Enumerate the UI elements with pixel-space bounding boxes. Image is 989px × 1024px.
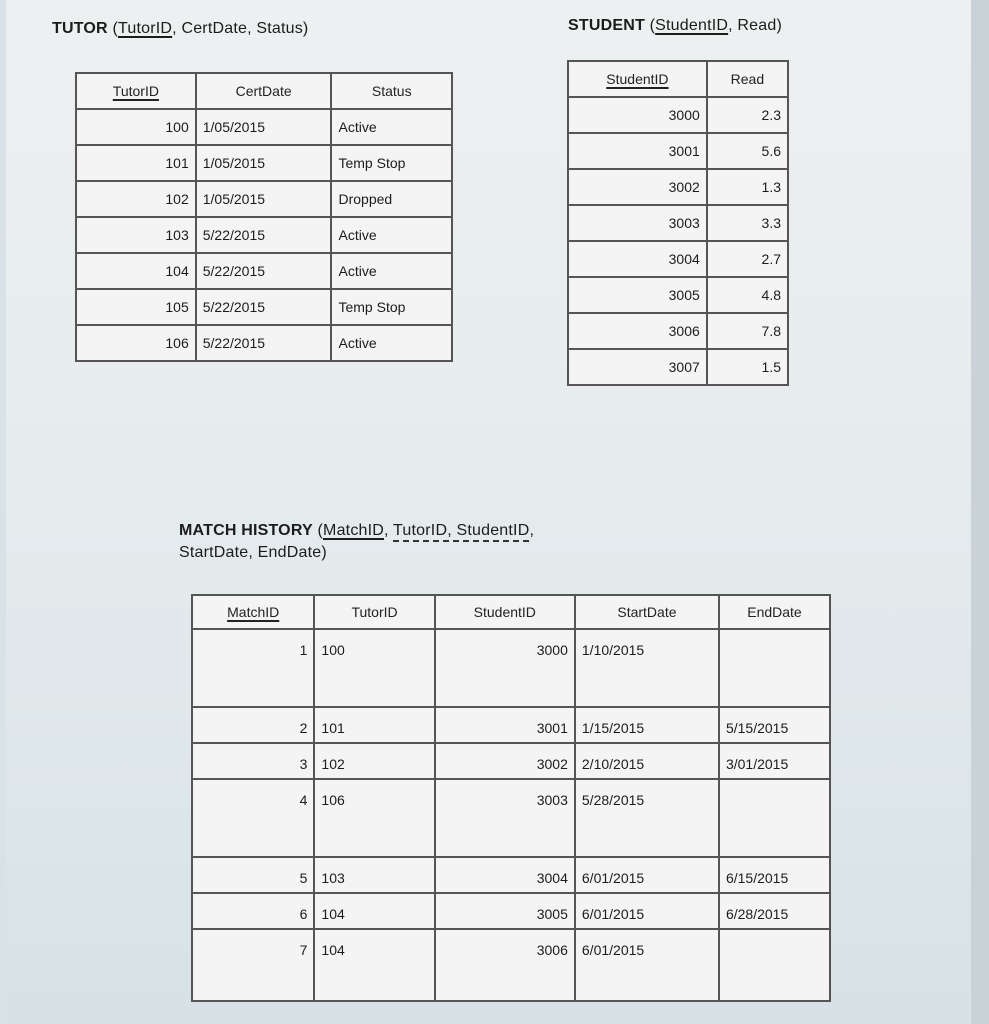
student-primary-key: StudentID [655, 17, 729, 34]
cell-enddate: 6/15/2015 [719, 857, 830, 893]
table-row [76, 253, 452, 289]
cell-startdate: 6/01/2015 [575, 857, 719, 893]
table-row [568, 241, 788, 277]
cell-studentid: 3003 [435, 779, 575, 857]
table-row [192, 929, 830, 1001]
cell-studentid: 3001 [568, 133, 707, 169]
cell-startdate: 1/15/2015 [575, 707, 719, 743]
cell-startdate: 1/10/2015 [575, 629, 719, 707]
cell-startdate: 5/28/2015 [575, 779, 719, 857]
table-row [76, 181, 452, 217]
cell-matchid: 7 [192, 929, 314, 1001]
table-row [192, 707, 830, 743]
cell-certdate: 5/22/2015 [196, 217, 332, 253]
cell-matchid: 2 [192, 707, 314, 743]
cell-read: 1.3 [707, 169, 788, 205]
match-history-primary-key: MatchID [323, 522, 385, 539]
cell-studentid: 3006 [568, 313, 707, 349]
cell-certdate: 5/22/2015 [196, 325, 332, 361]
cell-tutorid: 104 [314, 929, 434, 1001]
cell-certdate: 5/22/2015 [196, 253, 332, 289]
table-row [192, 857, 830, 893]
match-history-schema-line2: StartDate, EndDate) [179, 544, 327, 561]
table-row [192, 629, 830, 707]
cell-read: 7.8 [707, 313, 788, 349]
cell-status: Active [331, 253, 452, 289]
cell-tutorid: 104 [76, 253, 196, 289]
table-row [568, 277, 788, 313]
table-row [192, 743, 830, 779]
cell-matchid: 6 [192, 893, 314, 929]
cell-tutorid: 102 [314, 743, 434, 779]
match-history-foreign-keys: TutorID, StudentID [393, 522, 529, 542]
table-row [568, 349, 788, 385]
table-row [76, 325, 452, 361]
cell-status: Active [331, 217, 452, 253]
cell-certdate: 1/05/2015 [196, 109, 332, 145]
cell-studentid: 3005 [435, 893, 575, 929]
column-header-startdate: StartDate [575, 595, 719, 629]
table-row [568, 313, 788, 349]
tutor-primary-key: TutorID [118, 20, 173, 37]
column-header-studentid: StudentID [568, 61, 707, 97]
header-row [192, 595, 830, 629]
cell-matchid: 5 [192, 857, 314, 893]
cell-studentid: 3001 [435, 707, 575, 743]
column-header-certdate: CertDate [196, 73, 332, 109]
cell-matchid: 1 [192, 629, 314, 707]
table-row [192, 893, 830, 929]
cell-startdate: 2/10/2015 [575, 743, 719, 779]
cell-certdate: 5/22/2015 [196, 289, 332, 325]
cell-status: Dropped [331, 181, 452, 217]
cell-certdate: 1/05/2015 [196, 181, 332, 217]
cell-startdate: 6/01/2015 [575, 929, 719, 1001]
cell-status: Active [331, 109, 452, 145]
cell-studentid: 3006 [435, 929, 575, 1001]
cell-enddate: 3/01/2015 [719, 743, 830, 779]
cell-read: 1.5 [707, 349, 788, 385]
cell-status: Temp Stop [331, 289, 452, 325]
cell-tutorid: 100 [314, 629, 434, 707]
table-row [568, 97, 788, 133]
column-header-tutorid: TutorID [76, 73, 196, 109]
cell-enddate [719, 779, 830, 857]
match-history-heading: MATCH HISTORY (MatchID, TutorID, StudentID, StartDate, EndDate) [179, 522, 535, 561]
cell-studentid: 3005 [568, 277, 707, 313]
cell-studentid: 3002 [435, 743, 575, 779]
cell-tutorid: 103 [76, 217, 196, 253]
cell-studentid: 3000 [435, 629, 575, 707]
cell-matchid: 3 [192, 743, 314, 779]
cell-startdate: 6/01/2015 [575, 893, 719, 929]
table-row [568, 133, 788, 169]
cell-status: Active [331, 325, 452, 361]
table-row [76, 145, 452, 181]
header-row [76, 73, 452, 109]
screen-edge [971, 0, 989, 1024]
student-heading: STUDENT (StudentID, Read) [568, 17, 782, 34]
cell-tutorid: 102 [76, 181, 196, 217]
table-row [192, 779, 830, 857]
cell-studentid: 3002 [568, 169, 707, 205]
cell-read: 3.3 [707, 205, 788, 241]
column-header-read: Read [707, 61, 788, 97]
match-history-table [191, 594, 831, 1002]
table-row [76, 217, 452, 253]
cell-studentid: 3007 [568, 349, 707, 385]
student-label: STUDENT [568, 17, 645, 34]
table-row [76, 109, 452, 145]
cell-enddate [719, 629, 830, 707]
cell-tutorid: 100 [76, 109, 196, 145]
cell-status: Temp Stop [331, 145, 452, 181]
cell-enddate [719, 929, 830, 1001]
cell-enddate: 6/28/2015 [719, 893, 830, 929]
tutor-table [75, 72, 453, 362]
cell-studentid: 3003 [568, 205, 707, 241]
tutor-heading: TUTOR (TutorID, CertDate, Status) [52, 20, 309, 37]
cell-tutorid: 101 [314, 707, 434, 743]
cell-enddate: 5/15/2015 [719, 707, 830, 743]
table-row [568, 169, 788, 205]
table-row [76, 289, 452, 325]
cell-tutorid: 101 [76, 145, 196, 181]
cell-tutorid: 103 [314, 857, 434, 893]
cell-studentid: 3004 [568, 241, 707, 277]
cell-read: 2.3 [707, 97, 788, 133]
column-header-tutorid: TutorID [314, 595, 434, 629]
header-row [568, 61, 788, 97]
table-row [568, 205, 788, 241]
column-header-studentid: StudentID [435, 595, 575, 629]
cell-studentid: 3004 [435, 857, 575, 893]
match-history-label: MATCH HISTORY [179, 522, 313, 539]
column-header-status: Status [331, 73, 452, 109]
cell-tutorid: 106 [76, 325, 196, 361]
cell-studentid: 3000 [568, 97, 707, 133]
cell-read: 4.8 [707, 277, 788, 313]
column-header-matchid: MatchID [192, 595, 314, 629]
tutor-label: TUTOR [52, 20, 108, 37]
column-header-enddate: EndDate [719, 595, 830, 629]
cell-tutorid: 106 [314, 779, 434, 857]
student-table [567, 60, 789, 386]
cell-certdate: 1/05/2015 [196, 145, 332, 181]
cell-read: 2.7 [707, 241, 788, 277]
cell-matchid: 4 [192, 779, 314, 857]
cell-tutorid: 105 [76, 289, 196, 325]
cell-read: 5.6 [707, 133, 788, 169]
cell-tutorid: 104 [314, 893, 434, 929]
